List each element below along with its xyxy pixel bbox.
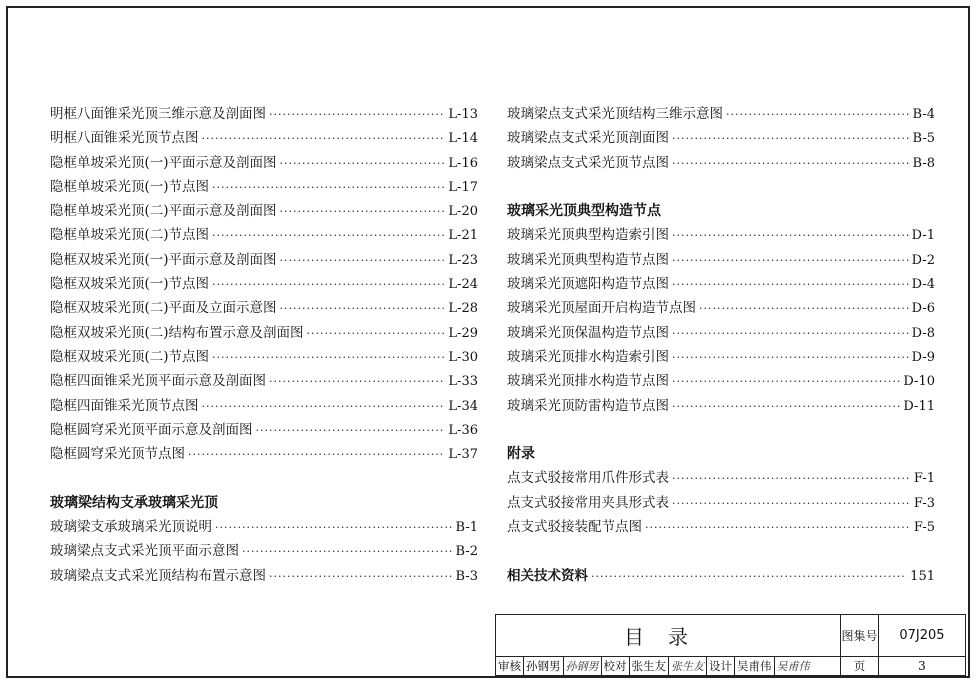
toc-entry-page: B-1 [455,520,478,536]
toc-entry-title: 玻璃采光顶保温构造节点图 [507,324,669,341]
toc-entry [507,564,935,588]
toc-entry-page: F-3 [913,495,935,511]
toc-entry-title: 明框八面锥采光顶三维示意及剖面图 [50,106,266,122]
spacer [507,418,935,442]
toc-entry-page: L-34 [448,398,478,414]
toc-entry [507,248,935,272]
signature-row [496,657,841,675]
toc-entry-title: 隐框单坡采光顶(一)节点图 [50,178,210,195]
reviewer-name: 孙钢男 [526,659,561,673]
toc-entry-title: 隐框四面锥采光顶节点图 [50,397,199,414]
dot-leader [202,132,446,145]
dot-leader [672,157,910,170]
toc-entry-title: 玻璃采光顶典型构造节点图 [507,251,669,268]
toc-entry-title: 隐框圆穹采光顶节点图 [50,446,185,463]
toc-entry-page: D-11 [903,398,935,414]
toc-entry-page: L-33 [448,374,478,390]
dot-leader [280,157,446,170]
toc-entry [507,345,935,369]
dot-leader [212,181,445,194]
title-block [495,614,966,676]
toc-left-column [50,102,478,588]
dot-leader [672,278,909,291]
spacer [50,466,478,490]
toc-entry-title: 点支式驳接装配节点图 [507,519,642,536]
toc-entry-title: 玻璃采光顶排水构造节点图 [507,373,669,390]
dot-leader [672,254,909,267]
dot-leader [242,545,453,558]
toc-entry [50,151,478,175]
toc-entry [50,175,478,199]
toc-entry-title: 玻璃采光顶排水构造索引图 [507,348,669,365]
toc-entry-title: 玻璃梁点支式采光顶节点图 [507,154,669,171]
toc-entry-page: D-6 [911,301,935,317]
dot-leader [256,424,446,437]
check-label: 校对 [603,659,627,673]
dot-leader [672,375,900,388]
toc-entry [507,394,935,418]
toc-entry [50,321,478,345]
toc-entry-title: 隐框单坡采光顶(一)平面示意及剖面图 [50,154,277,171]
toc-entry-title: 玻璃梁点支式采光顶平面示意图 [50,543,239,560]
dot-leader [269,375,445,388]
toc-entry [507,491,935,515]
toc-entry [507,126,935,150]
toc-entry-page: L-29 [448,325,478,341]
toc-entry-page: D-10 [903,374,935,390]
checker-signature: 张生友 [671,660,704,673]
spacer [507,539,935,563]
toc-entry-title: 隐框双坡采光顶(二)平面及立面示意图 [50,300,277,317]
checker-name: 张生友 [631,659,666,673]
toc-entry-title: 明框八面锥采光顶节点图 [50,130,199,147]
toc-entry-page: L-24 [448,277,478,293]
toc-entry [507,515,935,539]
toc-entry-page: L-37 [448,447,478,463]
dot-leader [307,327,446,340]
toc-entry-page: B-4 [912,107,935,122]
toc-entry [50,564,478,588]
toc-entry-title: 玻璃梁点支式采光顶结构布置示意图 [50,567,266,584]
toc-entry [50,102,478,126]
toc-entry [50,369,478,393]
dot-leader [269,570,453,583]
dot-leader [672,351,909,364]
toc-entry [50,394,478,418]
toc-entry-title: 隐框四面锥采光顶平面示意及剖面图 [50,373,266,390]
toc-entry-page: L-17 [448,179,478,195]
toc-entry [50,248,478,272]
dot-leader [645,521,911,534]
toc-entry-title: 玻璃采光顶防雷构造节点图 [507,397,669,414]
toc-entry [507,102,935,126]
toc-entry [507,296,935,320]
dot-leader [591,570,907,583]
toc-entry-title: 相关技术资料 [507,567,588,584]
toc-entry [507,369,935,393]
section-heading: 玻璃采光顶典型构造节点 [507,203,661,220]
atlas-number: 07J205 [879,615,965,657]
toc-entry-page: L-21 [448,228,478,244]
toc-entry-title: 玻璃采光顶屋面开启构造节点图 [507,300,696,317]
page-label: 页 [841,657,879,675]
toc-entry [507,223,935,247]
toc-entry-page: D-1 [911,228,935,244]
dot-leader [202,400,446,413]
toc-entry-title: 玻璃采光顶遮阳构造节点图 [507,276,669,293]
design-label: 设计 [709,659,732,673]
toc-entry-page: B-2 [455,544,478,560]
dot-leader [672,472,911,485]
toc-entry-title: 隐框双坡采光顶(二)结构布置示意及剖面图 [50,324,304,341]
toc-entry-title: 隐框单坡采光顶(二)平面示意及剖面图 [50,203,277,220]
toc-entry [50,515,478,539]
toc-entry-title: 玻璃采光顶典型构造索引图 [507,227,669,244]
toc-entry [50,442,478,466]
toc-entry [50,539,478,563]
designer-signature: 吴甫伟 [776,660,810,673]
toc-entry-page: D-2 [911,252,935,268]
toc-entry-page: 151 [910,568,935,584]
toc-entry [507,272,935,296]
dot-leader [672,132,910,145]
toc-entry-page: B-8 [912,155,935,171]
toc-entry [50,126,478,150]
dot-leader [212,229,445,242]
dot-leader [699,302,909,315]
dot-leader [269,108,445,121]
toc-entry-page: D-4 [911,277,935,293]
dot-leader [726,108,910,121]
toc-entry-page: L-28 [448,301,478,317]
toc-entry-title: 点支式驳接常用爪件形式表 [507,470,669,487]
toc-entry-title: 隐框双坡采光顶(一)平面示意及剖面图 [50,251,277,268]
toc-entry-title: 隐框单坡采光顶(二)节点图 [50,227,210,244]
toc-entry [50,345,478,369]
dot-leader [280,254,446,267]
toc-entry-title: 玻璃梁点支式采光顶结构三维示意图 [507,106,723,122]
dot-leader [672,497,911,510]
dot-leader [215,521,453,534]
toc-entry [50,199,478,223]
spacer [507,175,935,199]
dot-leader [672,229,909,242]
toc-right-column [507,102,935,588]
toc-entry [507,466,935,490]
toc-entry-page: B-5 [912,131,935,147]
toc-entry [50,272,478,296]
dot-leader [280,302,446,315]
toc-entry-page: L-30 [448,349,478,365]
toc-entry-page: D-8 [911,325,935,341]
dot-leader [212,278,445,291]
toc-entry-page: L-13 [448,107,478,122]
toc-entry-title: 隐框双坡采光顶(一)节点图 [50,276,210,293]
toc-entry [50,223,478,247]
toc-entry-page: L-16 [448,155,478,171]
toc-entry-title: 隐框圆穹采光顶平面示意及剖面图 [50,421,253,438]
toc-entry-title: 玻璃梁支承玻璃采光顶说明 [50,519,212,536]
toc-entry-title: 点支式驳接常用夹具形式表 [507,494,669,511]
toc-entry [50,296,478,320]
reviewer-signature: 孙钢男 [565,660,599,673]
toc-entry-page: L-20 [448,204,478,220]
toc-entry-title: 玻璃梁点支式采光顶剖面图 [507,130,669,147]
toc-entry-page: F-1 [913,471,935,487]
review-label: 审核 [498,659,521,673]
page-number: 3 [918,659,926,673]
toc-entry-page: D-9 [911,349,935,365]
toc-entry [507,321,935,345]
document-title: 目录 [496,615,841,657]
atlas-number-label: 图集号 [841,615,879,657]
dot-leader [212,351,445,364]
dot-leader [672,327,909,340]
toc-entry [507,151,935,175]
section-heading: 附录 [507,446,535,463]
dot-leader [188,448,445,461]
toc-entry-title: 隐框双坡采光顶(二)节点图 [50,348,210,365]
toc-entry [50,418,478,442]
toc-entry-page: F-5 [913,520,935,536]
section-heading: 玻璃梁结构支承玻璃采光顶 [50,494,218,511]
toc-entry-page: L-14 [448,131,478,147]
designer-name: 吴甫伟 [737,659,772,673]
dot-leader [672,400,900,413]
toc-entry-page: B-3 [455,568,478,584]
dot-leader [280,205,446,218]
toc-entry-page: L-36 [448,422,478,438]
toc-entry-page: L-23 [448,252,478,268]
